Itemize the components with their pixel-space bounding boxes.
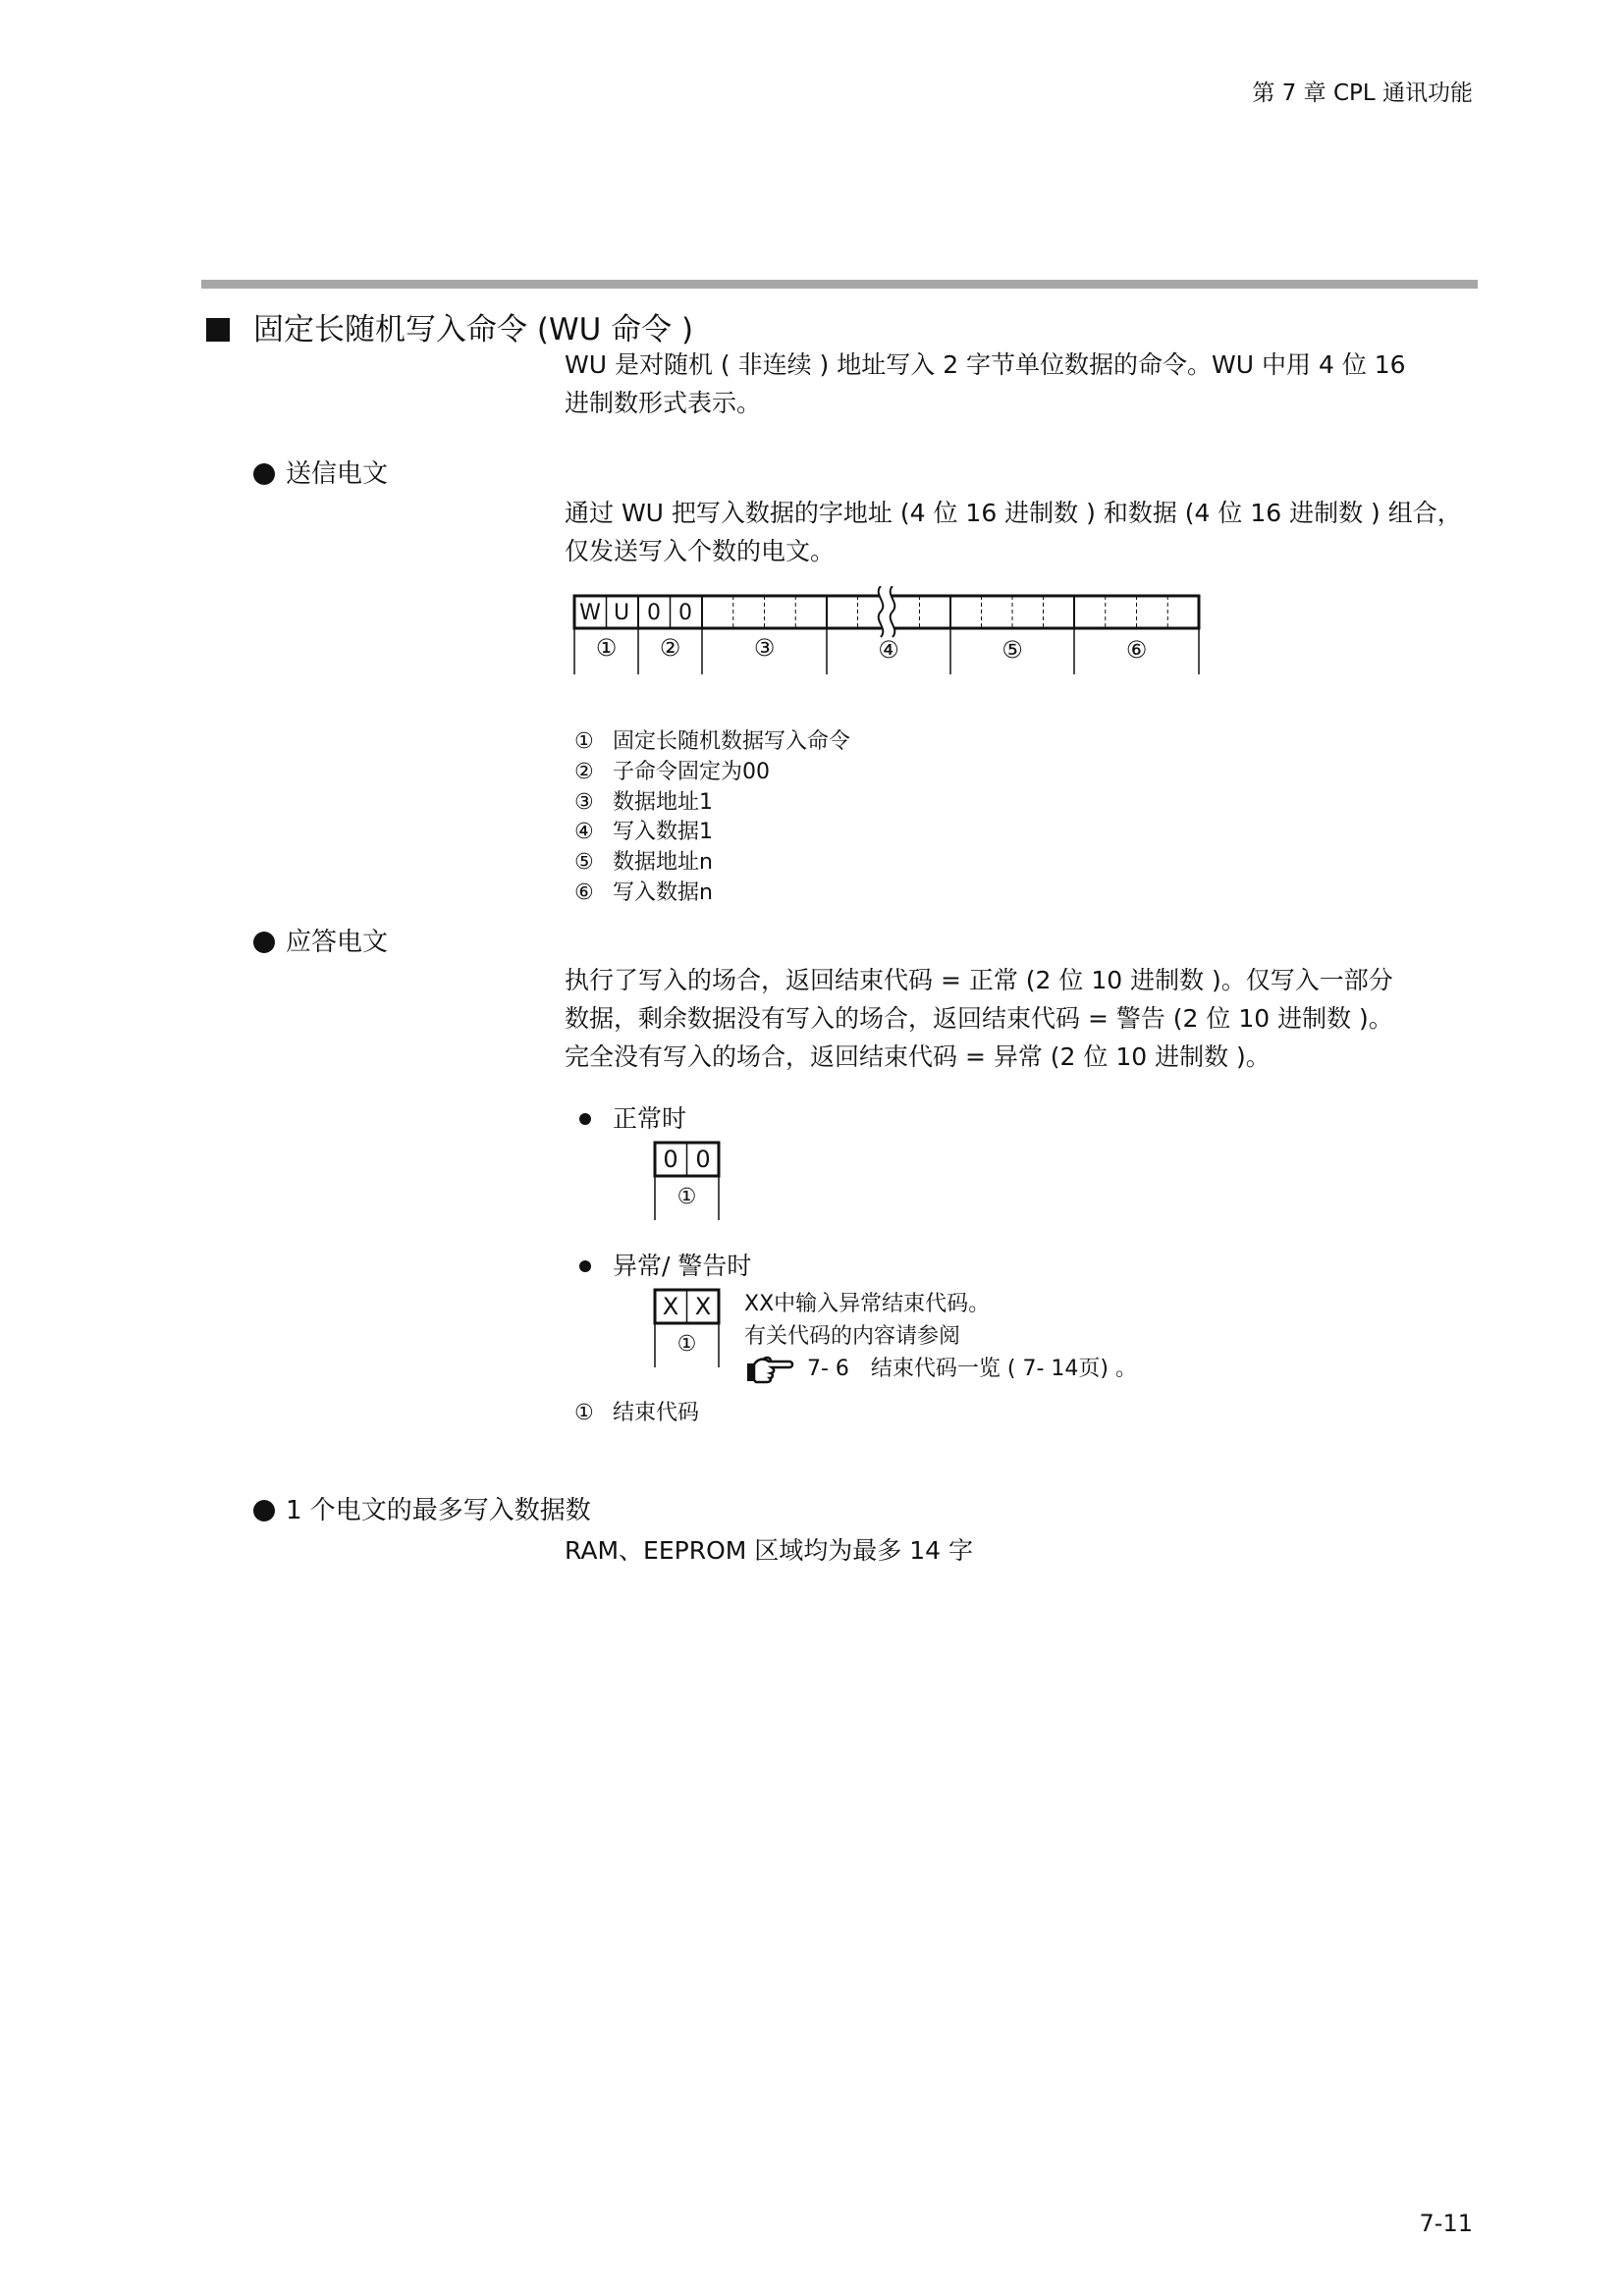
legend-item bbox=[574, 847, 850, 878]
frame-field-number: ① bbox=[595, 634, 618, 662]
filled-circle-bullet-icon bbox=[579, 1260, 591, 1272]
frame-field-number: ④ bbox=[878, 636, 899, 664]
legend-number: ① bbox=[574, 1400, 594, 1425]
error-notes bbox=[744, 1288, 1137, 1385]
legend-item bbox=[574, 787, 850, 818]
section-intro bbox=[565, 346, 1406, 422]
response-description bbox=[565, 961, 1393, 1076]
send-legend bbox=[574, 726, 850, 908]
frame-cell-char: 0 bbox=[695, 1146, 711, 1173]
legend-item bbox=[574, 726, 850, 757]
frame-field-number: ② bbox=[659, 634, 681, 662]
frame-field-number: ⑤ bbox=[1001, 636, 1023, 664]
intro-line: WU 是对随机 ( 非连续 ) 地址写入 2 字节单位数据的命令。WU 中用 4 位 16 bbox=[565, 350, 1406, 379]
error-response-frame bbox=[653, 1287, 722, 1369]
response-heading: 应答电文 bbox=[286, 928, 389, 957]
error-case-label: 异常/ 警告时 bbox=[613, 1252, 752, 1280]
frame-cell-char: X bbox=[694, 1293, 712, 1320]
reference-line bbox=[744, 1353, 1137, 1385]
send-frame-diagram bbox=[572, 586, 1203, 676]
response-text-line: 完全没有写入的场合，返回结束代码 = 异常 (2 位 10 进制数 )。 bbox=[565, 1042, 1271, 1071]
send-heading: 送信电文 bbox=[286, 459, 389, 489]
max-data-text: RAM、EEPROM 区域均为最多 14 字 bbox=[565, 1536, 973, 1565]
send-text-line: 通过 WU 把写入数据的字地址 (4 位 16 进制数 ) 和数据 (4 位 16 进制数 ) 组合， bbox=[565, 499, 1462, 527]
filled-circle-bullet-icon bbox=[253, 463, 275, 485]
send-text-line: 仅发送写入个数的电文。 bbox=[565, 537, 836, 565]
intro-line: 进制数形式表示。 bbox=[565, 389, 762, 417]
legend-text: 写入数据n bbox=[613, 880, 713, 905]
frame-field-number: ① bbox=[677, 1185, 697, 1209]
frame-cell-char: W bbox=[579, 601, 601, 625]
frame-field-number: ① bbox=[677, 1332, 697, 1357]
legend-number: ④ bbox=[574, 820, 594, 845]
legend-number: ⑤ bbox=[574, 850, 594, 876]
frame-cell-char: 0 bbox=[678, 601, 692, 625]
legend-number: ③ bbox=[574, 789, 594, 815]
square-bullet-icon bbox=[206, 318, 230, 342]
legend-number: ⑥ bbox=[574, 880, 594, 905]
frame-cell-char: 0 bbox=[647, 601, 661, 625]
response-legend bbox=[574, 1398, 699, 1428]
legend-text: 写入数据1 bbox=[613, 820, 713, 845]
filled-circle-bullet-icon bbox=[253, 932, 275, 953]
legend-number: ② bbox=[574, 759, 594, 784]
frame-cell-char: 0 bbox=[663, 1146, 678, 1173]
legend-number: ① bbox=[574, 728, 594, 754]
frame-segment-borders bbox=[638, 596, 1074, 628]
frame-cell-char: U bbox=[613, 601, 630, 625]
frame-field-number: ⑥ bbox=[1125, 636, 1148, 664]
filled-circle-bullet-icon bbox=[579, 1113, 591, 1125]
frame-field-number: ③ bbox=[753, 634, 776, 662]
normal-case-label: 正常时 bbox=[613, 1104, 687, 1133]
legend-item bbox=[574, 817, 850, 847]
filled-circle-bullet-icon bbox=[253, 1500, 275, 1522]
section-title: 固定长随机写入命令 (WU 命令 ) bbox=[253, 312, 694, 347]
response-text-line: 数据，剩余数据没有写入的场合，返回结束代码 = 警告 (2 位 10 进制数 )。 bbox=[565, 1004, 1393, 1033]
legend-item bbox=[574, 878, 850, 908]
legend-text: 结束代码 bbox=[613, 1400, 700, 1425]
page-number: 7-11 bbox=[1419, 2210, 1473, 2237]
frame-cell-char: X bbox=[662, 1293, 679, 1320]
chapter-header: 第 7 章 CPL 通讯功能 bbox=[1252, 80, 1473, 106]
legend-item bbox=[574, 757, 850, 787]
section-rule bbox=[201, 280, 1478, 289]
note-line: XX中输入异常结束代码。 bbox=[744, 1292, 991, 1316]
note-line: 有关代码的内容请参阅 bbox=[744, 1324, 961, 1349]
legend-text: 数据地址1 bbox=[613, 789, 713, 815]
max-data-heading: 1 个电文的最多写入数据数 bbox=[286, 1496, 591, 1525]
pointing-hand-icon bbox=[744, 1355, 795, 1384]
send-description bbox=[565, 494, 1462, 570]
legend-item bbox=[574, 1398, 699, 1428]
legend-text: 固定长随机数据写入命令 bbox=[613, 728, 851, 754]
legend-text: 数据地址n bbox=[613, 850, 713, 876]
legend-text: 子命令固定为00 bbox=[613, 759, 770, 784]
response-text-line: 执行了写入的场合，返回结束代码 = 正常 (2 位 10 进制数 )。仅写入一部分 bbox=[565, 966, 1393, 994]
normal-response-frame bbox=[653, 1140, 722, 1222]
reference-text: 7- 6 结束代码一览 ( 7- 14页) 。 bbox=[807, 1357, 1137, 1381]
